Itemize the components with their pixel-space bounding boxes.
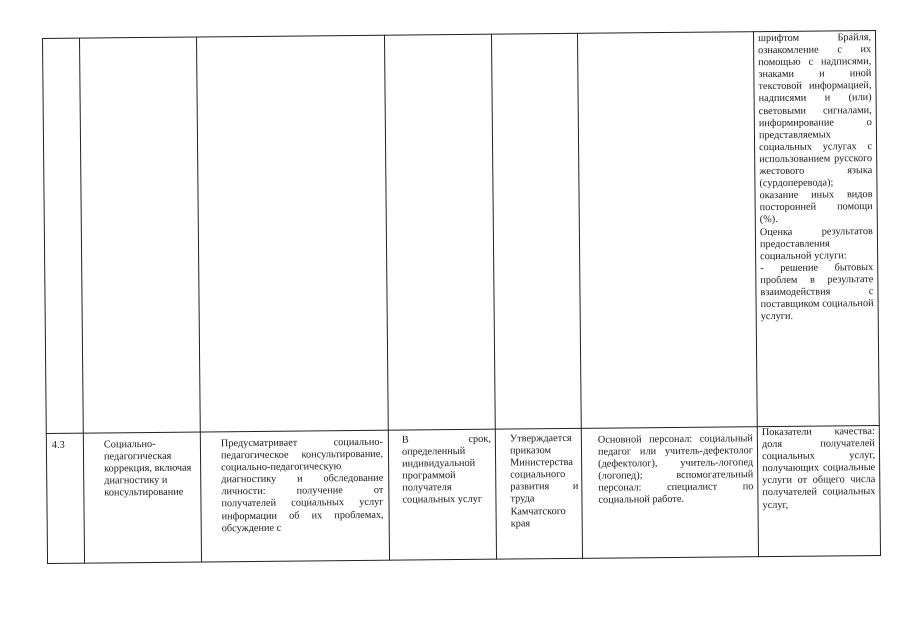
service-staff: Основной персонал: социальный педагог или учитель-дефектолог (дефектолог), учитель-логопед (логопед); вспомогательный персонал: специалист по социальной работе. [597, 433, 754, 507]
table-bottom-border [47, 555, 881, 564]
column-border [79, 38, 85, 564]
column-border [384, 35, 390, 561]
service-tariff: Утверждается приказом Министерства социального развития и труда Камчатского края [509, 432, 579, 530]
table-top-border [42, 30, 876, 39]
column-border [491, 34, 497, 560]
service-table [42, 30, 881, 564]
service-description: Предусматривает социально-педагогическое консультирование, социально-педагогическую диагностику и обследование личности: получение от получателей социальных услуг информации об их проблемах, обсуждение с [220, 436, 384, 534]
service-term: В срок, определенный индивидуальной программой получателя социальных услуг [401, 433, 491, 507]
quality-criteria-continued: шрифтом Брайля, ознакомление с их помощью с надписями, знаками и иной текстовой информацией, надписями и (или) световыми сигналами, информирование о представляемых социальных услугах с использованием русского жестового языка (сурдоперевода); оказание иных видов посторонней помощи (%). Оценка результатов предоставления социальной услуги: - решение бытовых проблем в результате взаимодействия с поставщиком социальной услуги. [757, 32, 874, 323]
table-right-border [875, 30, 881, 556]
column-border [196, 37, 202, 563]
column-border [42, 38, 48, 564]
service-name: Социально-педагогическая коррекция, включая диагностику и консультирование [103, 438, 192, 499]
quality-indicators: Показатели качества: доля получателей социальных услуг, получающих социальные услуги от общего числа получателей социальных услуг, [761, 426, 876, 511]
row-number: 4.3 [51, 439, 65, 451]
row-separator [46, 425, 880, 434]
